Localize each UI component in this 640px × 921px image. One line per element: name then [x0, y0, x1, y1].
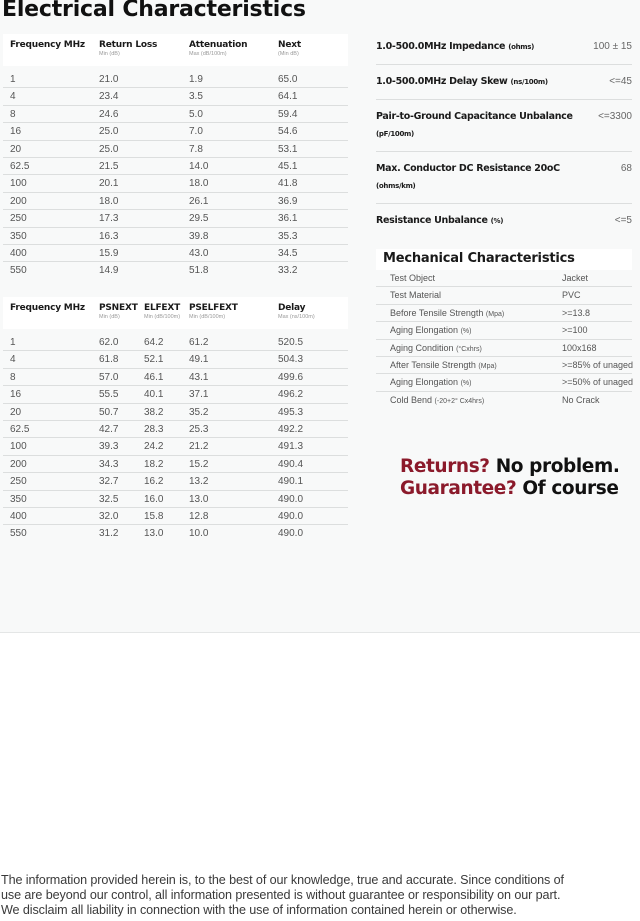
mechanical-label-text: Test Object — [390, 273, 436, 283]
table-cell: 43.1 — [189, 371, 209, 383]
table-cell: 21.2 — [189, 441, 209, 453]
table-cell: 4 — [10, 354, 16, 366]
mechanical-unit: (Mpa) — [478, 362, 497, 370]
table-cell: 13.0 — [189, 493, 209, 505]
mechanical-unit: (Mpa) — [485, 310, 505, 318]
table-cell: 65.0 — [278, 74, 298, 85]
table-cell: 64.1 — [278, 91, 298, 103]
disclaimer — [1, 873, 640, 918]
mechanical-label-text: Aging Elongation — [390, 377, 459, 388]
mechanical-value: >=100 — [562, 325, 588, 336]
column-label: ELFEXT — [144, 303, 181, 313]
spec-label-text: Pair-to-Ground Capacitance Unbalance — [376, 111, 573, 122]
table-cell: 54.6 — [278, 126, 298, 138]
table-cell: 5.0 — [189, 108, 203, 120]
table-cell: 26.1 — [189, 195, 209, 207]
table-cell: 18.0 — [99, 195, 119, 207]
table-row — [3, 508, 348, 525]
table-cell: 20.1 — [99, 178, 119, 190]
table-cell: 16 — [10, 126, 22, 138]
table-cell: 25.3 — [189, 423, 209, 435]
table-cell: 62.5 — [10, 160, 30, 172]
spec-value: 68 — [620, 163, 632, 174]
spec-value: <=3300 — [598, 111, 632, 122]
table-cell: 32.5 — [99, 493, 119, 505]
column-label: Delay — [278, 303, 306, 313]
table-row — [3, 525, 348, 542]
column-header-frequency — [10, 40, 85, 50]
table-cell: 61.2 — [189, 337, 209, 348]
table-cell: 14.9 — [99, 265, 119, 277]
table-cell: 100 — [10, 441, 27, 453]
electrical-table-2 — [3, 297, 348, 543]
table-cell: 51.8 — [189, 265, 209, 277]
column-header-elfext — [144, 303, 180, 320]
mechanical-unit: (°Cxhrs) — [456, 345, 482, 353]
column-header-attenuation — [189, 40, 247, 57]
table-cell: 32.7 — [99, 476, 119, 488]
table-row — [3, 351, 348, 368]
table-cell: 13.2 — [189, 476, 209, 488]
table-cell: 4 — [10, 91, 16, 103]
table-row — [3, 71, 348, 88]
column-label: Return Loss — [99, 40, 158, 50]
mechanical-value: Jacket — [562, 273, 589, 283]
table-row — [3, 404, 348, 421]
electrical-table-1 — [3, 34, 348, 280]
table-cell: 490.1 — [278, 476, 304, 488]
table-cell: 39.8 — [189, 230, 209, 242]
table-cell: 50.7 — [99, 406, 119, 418]
spec-label — [376, 38, 581, 56]
table-cell: 23.4 — [99, 91, 119, 103]
mechanical-value: >=85% of unaged — [562, 359, 634, 370]
table-row — [3, 421, 348, 438]
table-cell: 10.0 — [189, 528, 209, 540]
table-cell: 62.5 — [10, 423, 30, 435]
table-row — [3, 106, 348, 123]
table-cell: 34.5 — [278, 247, 298, 259]
spec-unit: (ohms/km) — [376, 182, 416, 190]
table-cell: 32.0 — [99, 510, 119, 522]
table-cell: 28.3 — [144, 423, 164, 435]
mechanical-unit: (%) — [460, 328, 472, 336]
table-cell: 61.8 — [99, 354, 119, 366]
spec-capacitance-unbalance — [376, 100, 632, 152]
table-cell: 16.0 — [144, 493, 164, 505]
table-cell: 37.1 — [189, 389, 209, 401]
spec-unit: (pF/100m) — [376, 130, 414, 138]
spec-label — [376, 108, 581, 143]
table-cell: 490.0 — [278, 528, 304, 540]
column-header-frequency — [10, 303, 85, 313]
table-cell: 18.2 — [144, 458, 164, 470]
mechanical-value: No Crack — [562, 394, 600, 405]
table-cell: 53.1 — [278, 143, 298, 155]
mechanical-value: PVC — [562, 290, 581, 301]
table-cell: 20 — [10, 406, 22, 418]
disclaimer-line: We disclaim all liability in connection with the use of information contained herein or otherwise. — [1, 903, 517, 917]
table-cell: 7.8 — [189, 143, 203, 155]
table-cell: 350 — [10, 493, 27, 505]
table-row — [3, 262, 348, 279]
disclaimer-line: The information provided herein is, to the best of our knowledge, true and accurate. Since conditions of — [1, 873, 564, 887]
promo-text: Of course — [522, 478, 619, 499]
table-cell: 36.9 — [278, 195, 298, 207]
table-cell: 1.9 — [189, 74, 203, 85]
spec-unit: (ohms) — [508, 43, 535, 51]
promo-line-2 — [400, 478, 619, 500]
table-cell: 62.0 — [99, 337, 119, 348]
table-row — [3, 123, 348, 140]
table-cell: 8 — [10, 108, 16, 120]
spec-label-text: 1.0-500.0MHz Delay Skew — [376, 76, 508, 87]
column-label: Next — [278, 40, 301, 50]
promo-line-1 — [400, 456, 619, 478]
table-cell: 400 — [10, 247, 27, 259]
table-cell: 496.2 — [278, 389, 304, 401]
table-row — [3, 175, 348, 192]
table-cell: 25.0 — [99, 126, 119, 138]
table-row — [3, 456, 348, 473]
table-cell: 550 — [10, 265, 27, 277]
guarantee-banner — [400, 456, 619, 500]
promo-text: No problem. — [495, 456, 620, 477]
column-unit: Max (dB/100m) — [189, 51, 227, 57]
mechanical-row — [376, 270, 632, 287]
table-cell: 39.3 — [99, 441, 119, 453]
column-label: Frequency MHz — [10, 303, 85, 313]
table-cell: 46.1 — [144, 371, 164, 383]
table-cell: 490.0 — [278, 510, 304, 522]
column-header-delay — [278, 303, 315, 320]
table-cell: 33.2 — [278, 265, 298, 277]
table-cell: 1 — [10, 74, 16, 85]
mechanical-label — [390, 377, 471, 387]
table-cell: 38.2 — [144, 406, 164, 418]
table-cell: 35.3 — [278, 230, 298, 242]
disclaimer-line: use are beyond our control, all information presented is without guarantee or responsibility on our part. — [1, 888, 561, 902]
table-cell: 8 — [10, 371, 16, 383]
mechanical-unit: (-20+2° Cx4hrs) — [434, 397, 485, 405]
column-unit: Max (ns/100m) — [278, 314, 315, 320]
table-cell: 1 — [10, 337, 16, 348]
table-cell: 25.0 — [99, 143, 119, 155]
table-cell: 250 — [10, 476, 27, 488]
table-row — [3, 386, 348, 403]
table-cell: 495.3 — [278, 406, 304, 418]
table-cell: 29.5 — [189, 213, 209, 225]
table-cell: 16.3 — [99, 230, 119, 242]
mechanical-row — [376, 392, 632, 409]
column-label: PSELFEXT — [189, 303, 238, 313]
column-header-psnext — [99, 303, 138, 320]
table-cell: 36.1 — [278, 213, 298, 225]
column-header-pselfext — [189, 303, 238, 320]
table-cell: 41.8 — [278, 178, 298, 190]
table-row — [3, 158, 348, 175]
column-header-return-loss — [99, 40, 157, 57]
table-cell: 24.6 — [99, 108, 119, 120]
table-cell: 40.1 — [144, 389, 164, 401]
mechanical-label — [390, 273, 435, 283]
mechanical-label — [390, 325, 471, 335]
mechanical-label-text: Aging Elongation — [390, 325, 459, 336]
table-cell: 550 — [10, 528, 27, 540]
column-header-next — [278, 40, 301, 57]
column-label: PSNEXT — [99, 303, 138, 313]
mechanical-label-text: Cold Bend — [390, 394, 433, 405]
spec-label — [376, 160, 581, 195]
mechanical-value: >=13.8 — [562, 307, 591, 318]
table-cell: 42.7 — [99, 423, 119, 435]
mechanical-unit: (%) — [460, 380, 472, 388]
spec-label — [376, 212, 581, 230]
table-row — [3, 334, 348, 351]
table-cell: 499.6 — [278, 371, 304, 383]
column-label: Attenuation — [189, 40, 248, 50]
column-unit: Min (dB) — [99, 51, 120, 57]
table-cell: 31.2 — [99, 528, 119, 540]
mechanical-label — [390, 360, 497, 370]
table-cell: 59.4 — [278, 108, 298, 120]
table-row — [3, 438, 348, 455]
mechanical-label — [390, 290, 441, 300]
mechanical-row — [376, 287, 632, 304]
table-cell: 52.1 — [144, 354, 164, 366]
table-cell: 491.3 — [278, 441, 304, 453]
mechanical-row — [376, 374, 632, 391]
table-row — [3, 210, 348, 227]
table-cell: 15.2 — [189, 458, 209, 470]
mechanical-row — [376, 305, 632, 322]
table-row — [3, 228, 348, 245]
spec-unit: (%) — [490, 217, 504, 225]
table-cell: 200 — [10, 195, 27, 207]
table-cell: 34.3 — [99, 458, 119, 470]
mechanical-label-text: Test Material — [390, 290, 442, 301]
table-cell: 100 — [10, 178, 27, 190]
table-cell: 400 — [10, 510, 27, 522]
table-cell: 57.0 — [99, 371, 119, 383]
mechanical-label-text: After Tensile Strength — [390, 359, 476, 370]
table-row — [3, 473, 348, 490]
mechanical-label — [390, 343, 482, 353]
table-row — [3, 193, 348, 210]
table-cell: 7.0 — [189, 126, 203, 138]
table-cell: 21.0 — [99, 74, 119, 85]
mechanical-row — [376, 340, 632, 357]
table-body — [3, 71, 348, 280]
table-cell: 55.5 — [99, 389, 119, 401]
column-unit: Min (dB/100m) — [144, 314, 181, 320]
table-row — [3, 491, 348, 508]
mechanical-value: 100x168 — [562, 342, 597, 353]
table-cell: 18.0 — [189, 178, 209, 190]
table-cell: 24.2 — [144, 441, 164, 453]
mechanical-table-body — [376, 270, 640, 409]
spec-impedance — [376, 30, 632, 65]
table-cell: 12.8 — [189, 510, 209, 522]
table-cell: 15.8 — [144, 510, 164, 522]
table-cell: 250 — [10, 213, 27, 225]
table-cell: 16.2 — [144, 476, 164, 488]
table-cell: 16 — [10, 389, 22, 401]
spec-delay-skew — [376, 65, 632, 100]
promo-accent: Returns? — [400, 456, 490, 477]
spec-dc-resistance — [376, 152, 632, 204]
spec-resistance-unbalance — [376, 204, 632, 238]
spec-label-text: Max. Conductor DC Resistance 20oC — [376, 163, 560, 174]
electrical-specs-list — [376, 30, 632, 238]
table-cell: 492.2 — [278, 423, 304, 435]
spec-value: <=45 — [609, 76, 632, 87]
table-header — [3, 297, 348, 329]
mechanical-label-text: Before Tensile Strength — [390, 307, 484, 318]
mechanical-characteristics — [376, 249, 640, 409]
table-cell: 504.3 — [278, 354, 304, 366]
table-cell: 3.5 — [189, 91, 203, 103]
column-unit: (Min dB) — [278, 51, 299, 57]
table-body — [3, 334, 348, 543]
table-cell: 520.5 — [278, 337, 304, 348]
mechanical-label — [390, 395, 484, 405]
spec-unit: (ns/100m) — [510, 78, 548, 86]
column-unit: Min (dB/100m) — [189, 314, 226, 320]
column-unit: Min (dB) — [99, 314, 120, 320]
table-cell: 35.2 — [189, 406, 209, 418]
table-header — [3, 34, 348, 66]
table-row — [3, 88, 348, 105]
spec-label — [376, 73, 581, 91]
mechanical-row — [376, 322, 632, 339]
table-cell: 490.0 — [278, 493, 304, 505]
spec-label-text: 1.0-500.0MHz Impedance — [376, 41, 506, 52]
table-cell: 13.0 — [144, 528, 164, 540]
section-title: Mechanical Characteristics — [376, 249, 632, 270]
table-cell: 350 — [10, 230, 27, 242]
mechanical-label-text: Aging Condition — [390, 342, 454, 353]
table-row — [3, 141, 348, 158]
table-cell: 20 — [10, 143, 22, 155]
table-cell: 15.9 — [99, 247, 119, 259]
table-row — [3, 369, 348, 386]
table-cell: 45.1 — [278, 160, 298, 172]
column-label: Frequency MHz — [10, 40, 85, 50]
table-cell: 14.0 — [189, 160, 209, 172]
table-cell: 17.3 — [99, 213, 119, 225]
table-cell: 64.2 — [144, 337, 164, 348]
mechanical-row — [376, 357, 632, 374]
mechanical-label — [390, 308, 504, 318]
mechanical-value: >=50% of unaged — [562, 377, 634, 388]
page-title: Electrical Characteristics — [2, 0, 306, 22]
table-cell: 200 — [10, 458, 27, 470]
spec-value: <=5 — [614, 215, 632, 226]
table-cell: 490.4 — [278, 458, 304, 470]
table-cell: 49.1 — [189, 354, 209, 366]
table-cell: 43.0 — [189, 247, 209, 259]
table-cell: 21.5 — [99, 160, 119, 172]
spec-label-text: Resistance Unbalance — [376, 215, 488, 226]
table-row — [3, 245, 348, 262]
promo-accent: Guarantee? — [400, 478, 517, 499]
spec-value: 100 ± 15 — [593, 41, 632, 52]
